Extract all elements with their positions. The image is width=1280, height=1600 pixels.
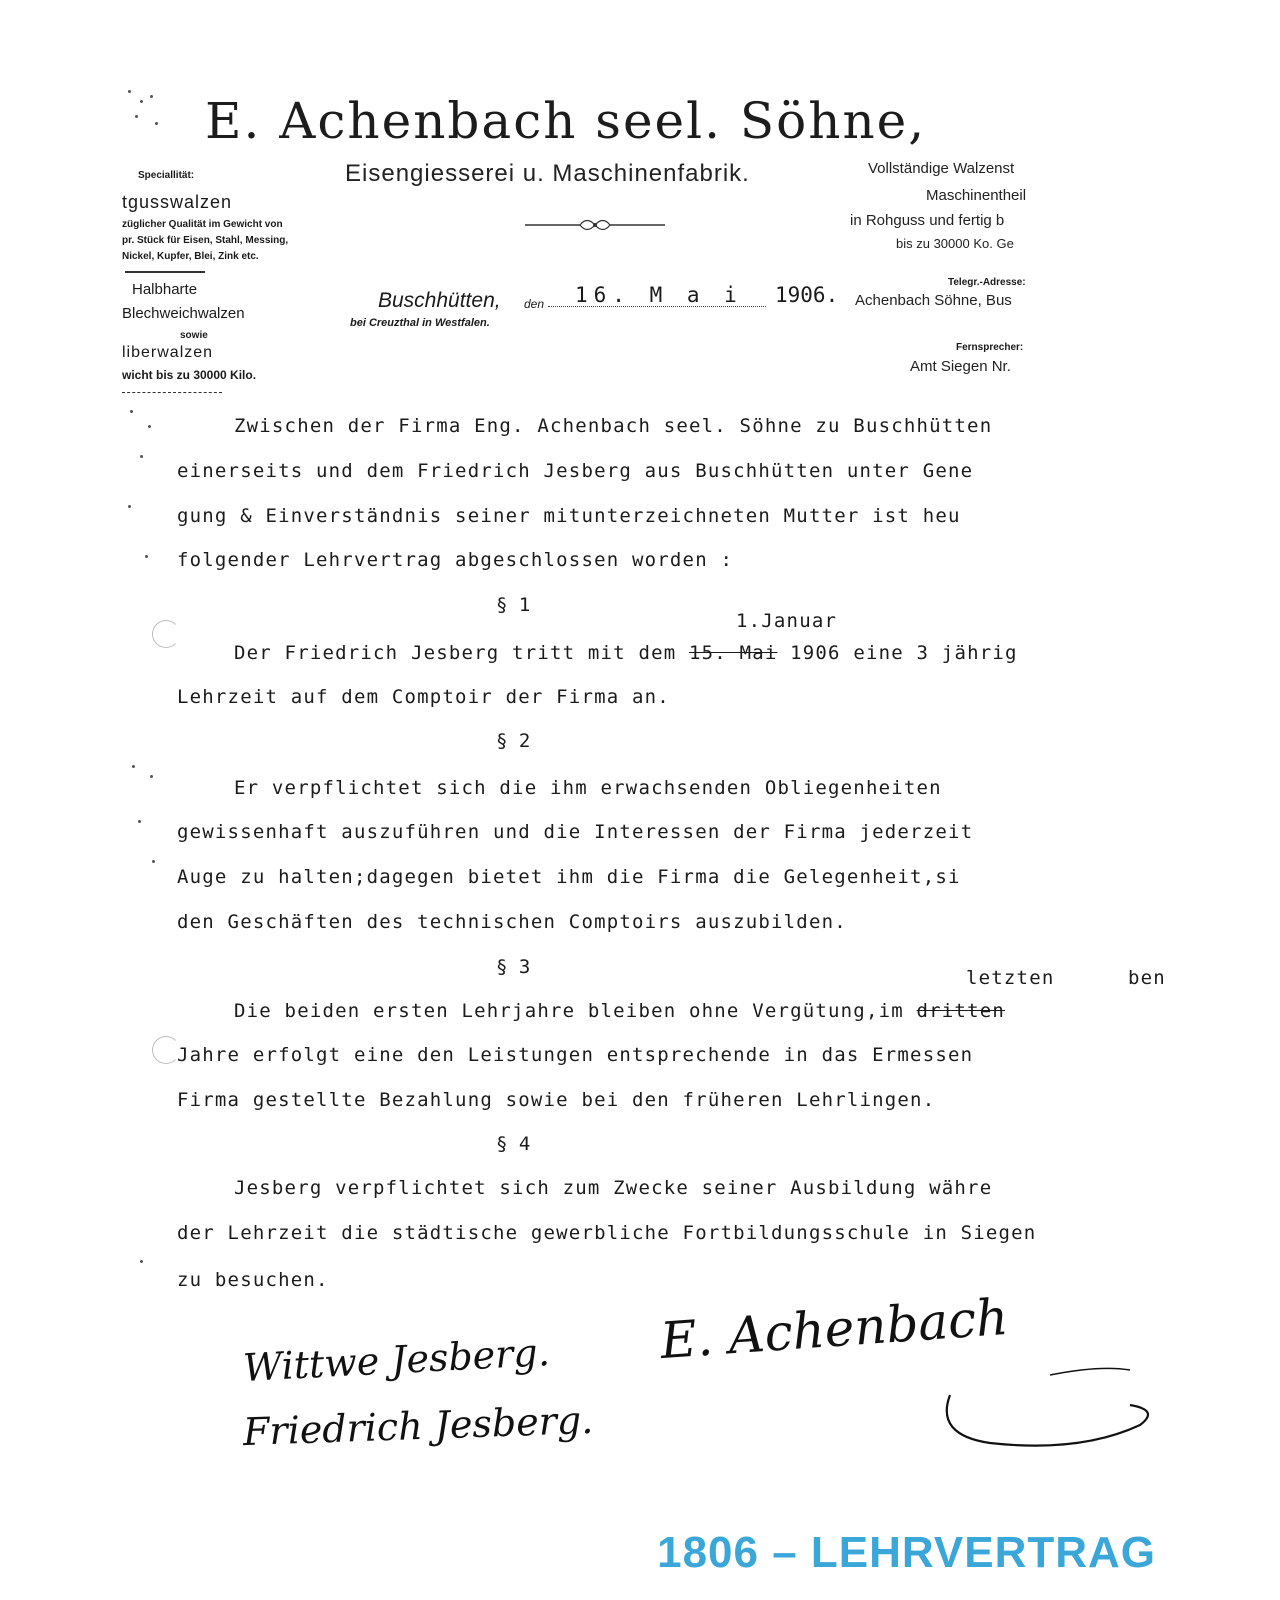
signature-flourish — [930, 1365, 1170, 1455]
section-4-mark: § 4 — [496, 1133, 531, 1155]
specialty-line2: züglicher Qualität im Gewicht von — [122, 219, 283, 230]
section-3-line-3: Firma gestellte Bezahlung sowie bei den früheren Lehrlingen. — [177, 1089, 936, 1111]
footer-title: 1806 – LEHRVERTRAG — [657, 1528, 1156, 1577]
intro-line-1: Zwischen der Firma Eng. Achenbach seel. Söhne zu Buschhütten — [234, 415, 993, 437]
dateline-underline — [548, 306, 766, 307]
company-name: E. Achenbach seel. Söhne, — [205, 92, 927, 150]
phone-label: Fernsprecher: — [956, 342, 1024, 353]
company-subtitle: Eisengiesserei u. Maschinenfabrik. — [345, 160, 750, 187]
section-4-line-1: Jesberg verpflichtet sich zum Zwecke seiner Ausbildung währe — [234, 1177, 993, 1199]
section-2-line-2: gewissenhaft auszuführen und die Interessen der Firma jederzeit — [177, 821, 974, 843]
section-2-line-1: Er verpflichtet sich die ihm erwachsenden Obliegenheiten — [234, 777, 942, 799]
section-1-struck-date: 15. Mai — [689, 642, 778, 664]
section-1-insert: 1.Januar — [736, 610, 838, 632]
dateline-place: Buschhütten, — [378, 289, 501, 312]
signature-mother: Wittwe Jesberg. — [242, 1330, 551, 1390]
signature-company: E. Achenbach — [658, 1287, 1011, 1371]
telegr-value: Achenbach Söhne, Bus — [855, 292, 1012, 309]
specialty-line9: wicht bis zu 30000 Kilo. — [122, 368, 257, 382]
intro-line-3: gung & Einverständnis seiner mitunterzeichneten Mutter ist heu — [177, 505, 961, 527]
specialty-line1: tgusswalzen — [122, 192, 233, 212]
section-3-insert-b: ben — [1128, 967, 1166, 989]
intro-line-4: folgender Lehrvertrag abgeschlossen worden : — [177, 549, 734, 571]
right-line3: in Rohguss und fertig b — [850, 212, 1005, 229]
dateline-den: den — [524, 297, 545, 311]
specialty-rule-1 — [125, 271, 205, 273]
section-3-insert: letzten — [966, 967, 1055, 989]
dateline-date: 16. M a i — [575, 283, 743, 307]
section-3-mark: § 3 — [496, 956, 531, 978]
specialty-rule-2 — [122, 392, 222, 393]
signature-apprentice: Friedrich Jesberg. — [242, 1397, 594, 1455]
punch-hole-lower — [152, 1036, 180, 1064]
dateline-subplace: bei Creuzthal in Westfalen. — [350, 317, 490, 329]
specialty-label: Speciallität: — [138, 170, 195, 181]
ornament-divider — [525, 214, 665, 236]
section-4-line-3: zu besuchen. — [177, 1269, 329, 1291]
section-1-line-1: Der Friedrich Jesberg tritt mit dem 15. Mai 1906 eine 3 jährig — [234, 642, 1018, 664]
section-3-line-2: Jahre erfolgt eine den Leistungen entsprechende in das Ermessen — [177, 1044, 974, 1066]
section-2-line-3: Auge zu halten;dagegen bietet ihm die Firma die Gelegenheit,si — [177, 866, 961, 888]
right-line4: bis zu 30000 Ko. Ge — [896, 236, 1014, 251]
right-line1: Vollständige Walzenst — [868, 160, 1015, 177]
telegr-label: Telegr.-Adresse: — [948, 277, 1026, 288]
phone-value: Amt Siegen Nr. — [910, 358, 1011, 375]
right-line2: Maschinentheil — [926, 187, 1027, 204]
section-3-line-1: Die beiden ersten Lehrjahre bleiben ohne Vergütung,im dritten — [234, 1000, 1005, 1022]
specialty-line3: pr. Stück für Eisen, Stahl, Messing, — [122, 235, 289, 246]
specialty-line7: sowie — [180, 330, 208, 341]
section-4-line-2: der Lehrzeit die städtische gewerbliche Fortbildungsschule in Siegen — [177, 1222, 1037, 1244]
section-2-mark: § 2 — [496, 730, 531, 752]
section-3-struck-word: dritten — [916, 1000, 1005, 1022]
specialty-line8: liberwalzen — [122, 344, 214, 361]
intro-line-2: einerseits und dem Friedrich Jesberg aus Buschhütten unter Gene — [177, 460, 974, 482]
section-1-line-2: Lehrzeit auf dem Comptoir der Firma an. — [177, 686, 670, 708]
section-1-mark: § 1 — [496, 594, 531, 616]
specialty-line4: Nickel, Kupfer, Blei, Zink etc. — [122, 251, 259, 262]
dateline-year: 1906. — [775, 283, 839, 307]
section-2-line-4: den Geschäften des technischen Comptoirs auszubilden. — [177, 911, 847, 933]
punch-hole-upper — [152, 620, 180, 648]
specialty-line6: Blechweichwalzen — [122, 305, 245, 322]
specialty-line5: Halbharte — [132, 281, 198, 298]
